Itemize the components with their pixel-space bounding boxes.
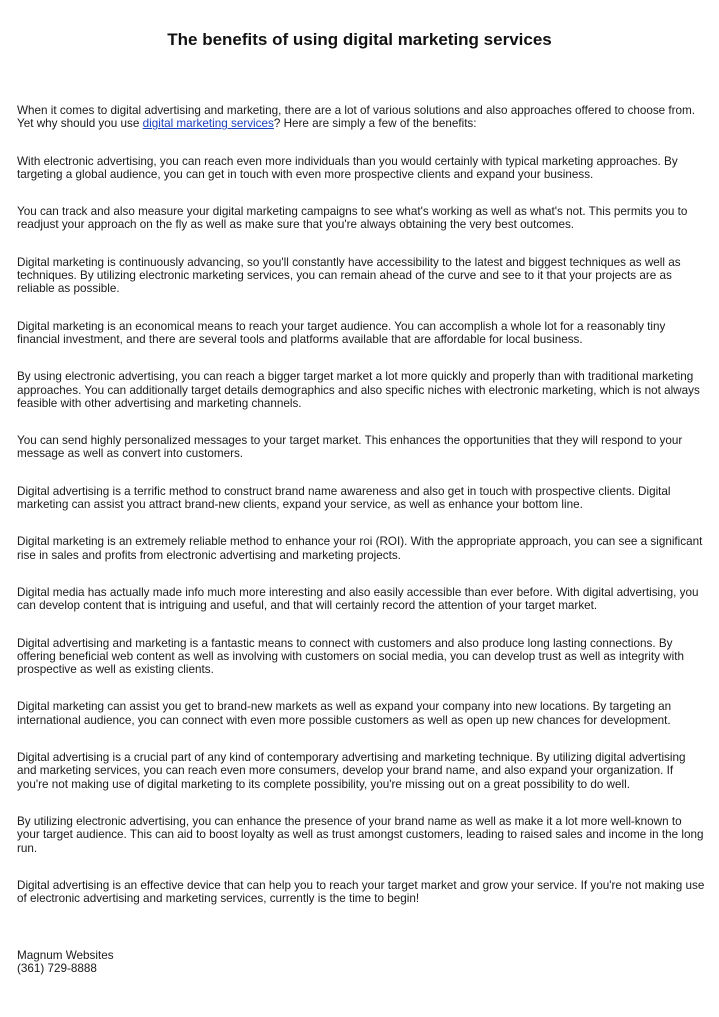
paragraph-6: You can send highly personalized messages to your target market. This enhances the opportunities that they will respond to your message as well as convert into customers. xyxy=(17,434,683,461)
intro-text-after-link: ? Here are simply a few of the benefits: xyxy=(273,117,477,131)
page-title: The benefits of using digital marketing services xyxy=(167,30,552,49)
article-body xyxy=(17,104,705,929)
paragraph-11: Digital marketing can assist you get to brand-new markets as well as expand your company into new locations. By targeting an international audience, you can connect with even more possible customers as well as open up new chances for development. xyxy=(17,700,672,727)
intro-text-before-link: When it comes to digital advertising and marketing, there are a lot of various solutions and also approaches offered to choose from. Yet why should you use xyxy=(17,104,696,131)
paragraph-2: You can track and also measure your digital marketing campaigns to see what's working as well as what's not. This permits you to readjust your approach on the fly as well as make sure that you're always obtaining the very best outcomes. xyxy=(17,205,688,232)
paragraph-14: Digital advertising is an effective device that can help you to reach your target market and grow your service. If you're not making use of electronic advertising and marketing services, currently is the time to begin! xyxy=(17,878,705,906)
company-name: Magnum Websites xyxy=(17,949,114,962)
contact-block xyxy=(17,949,417,976)
paragraph-1: With electronic advertising, you can reach even more individuals than you would certainly with typical marketing approaches. By targeting a global audience, you can get in touch with even more prospective clients and expand your business. xyxy=(17,154,678,181)
paragraph-4: Digital marketing is an economical means to reach your target audience. You can accomplish a whole lot for a reasonably tiny financial investment, and there are several tools and platforms available that are affordable for local business. xyxy=(17,319,666,346)
phone-number: (361) 729-8888 xyxy=(17,962,97,976)
paragraph-5: By using electronic advertising, you can reach a bigger target market a lot more quickly and properly than with traditional marketing approaches. You can additionally target details demographics and also specific niches with electronic marketing, which is not always feasible with other advertising and marketing channels. xyxy=(17,370,700,410)
digital-marketing-services-link[interactable]: digital marketing services xyxy=(142,117,274,131)
paragraph-13: By utilizing electronic advertising, you can enhance the presence of your brand name as well as make it a lot more well-known to your target audience. This can aid to boost loyalty as well as trust amongst customers, leading to raised sales and income in the long run. xyxy=(17,814,704,855)
paragraph-3: Digital marketing is continuously advancing, so you'll constantly have accessibility to the latest and biggest techniques as well as techniques. By utilizing electronic marketing services, you can remain ahead of the curve and see to it that your projects are as reliable as possible. xyxy=(17,255,681,296)
paragraph-7: Digital advertising is a terrific method to construct brand name awareness and also get in touch with prospective clients. Digital marketing can assist you attract brand-new clients, expand your service, as well as enhance your bottom line. xyxy=(17,484,671,512)
paragraph-8: Digital marketing is an extremely reliable method to enhance your roi (ROI). With the appropriate approach, you can see a significant rise in sales and profits from electronic advertising and marketing projects. xyxy=(17,535,703,562)
paragraph-9: Digital media has actually made info much more interesting and also easily accessible than ever before. With digital advertising, you can develop content that is intriguing and useful, and that will certainly record the attention of your target market. xyxy=(17,585,699,613)
intro-paragraph xyxy=(17,104,705,131)
paragraph-10: Digital advertising and marketing is a fantastic means to connect with customers and also produce long lasting connections. By offering beneficial web content as well as involving with customers on social media, you can develop trust as well as integrity with prospective as well as existing clients. xyxy=(17,636,684,677)
paragraph-12: Digital advertising is a crucial part of any kind of contemporary advertising and marketing technique. By utilizing digital advertising and marketing services, you can reach even more consumers, develop your brand name, and also expand your organization. If you're not making use of digital marketing to its complete possibility, you're missing out on a great possibility to do well. xyxy=(17,751,686,791)
